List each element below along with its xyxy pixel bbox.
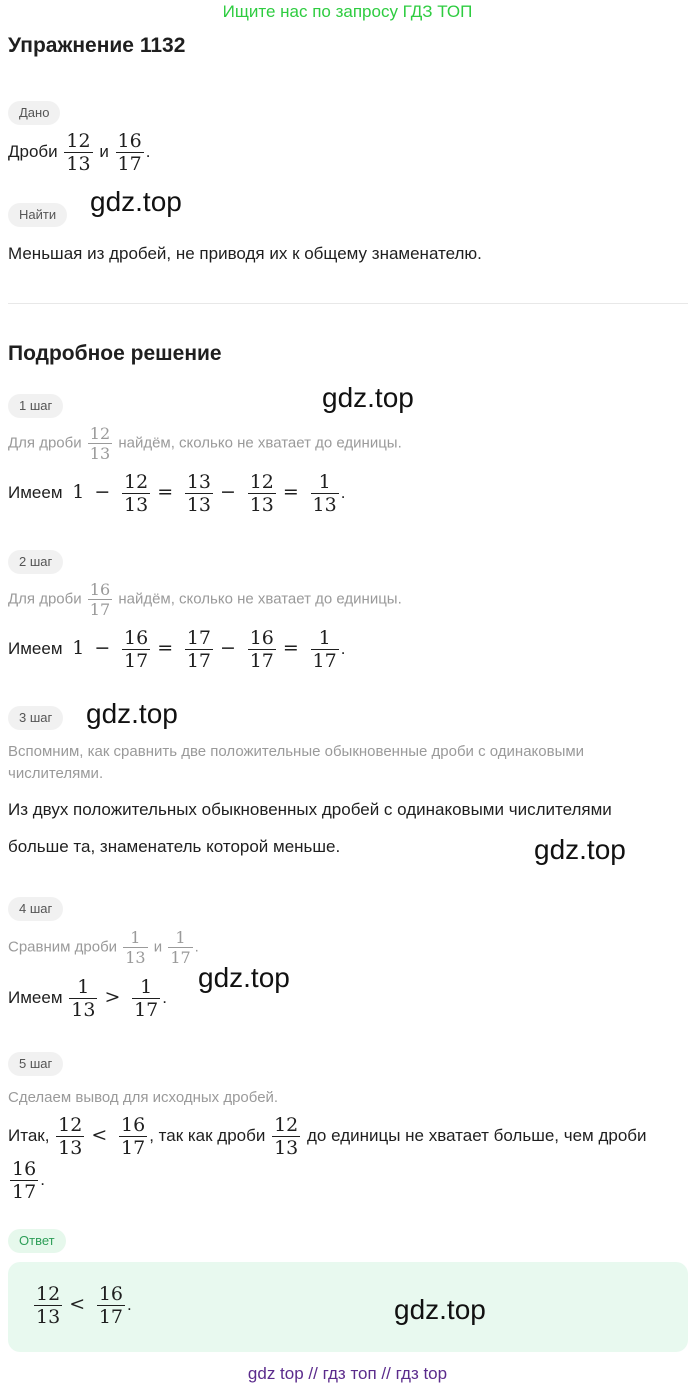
denominator: 13: [66, 153, 91, 175]
numerator: 1: [69, 976, 97, 999]
denominator: 17: [12, 1181, 37, 1203]
denominator: 17: [89, 600, 111, 619]
numerator: 12: [249, 471, 274, 493]
denominator: 17: [98, 1306, 124, 1328]
number-one: 1: [72, 636, 85, 659]
rest-text: до единицы не хватает больше, чем дроби: [307, 1125, 647, 1145]
and-word: и: [99, 141, 109, 161]
fraction: [122, 471, 150, 516]
rule-line: Из двух положительных обыкновенных дробей с одинаковыми числителями: [8, 800, 612, 819]
promo-link[interactable]: Ищите нас по запросу ГДЗ ТОП: [222, 2, 473, 21]
hint-suffix: найдём, сколько не хватает до единицы.: [118, 434, 402, 452]
step-equation: Имеем 1 − $\frac{16}{17}$ = $\frac{17}{17}$ − $\frac{16}{17}$ = $\frac{1}{17}$ .: [8, 627, 346, 672]
numerator: 16: [121, 1114, 146, 1136]
fraction: [10, 1158, 38, 1203]
step-hint-line: Вспомним, как сравнить две положительные обыкновенные дроби с одинаковыми: [8, 743, 585, 760]
denominator: 17: [124, 650, 149, 672]
step-hint: [8, 580, 402, 619]
exercise-title: Упражнение 1132: [8, 34, 186, 57]
numerator: 17: [186, 627, 212, 649]
fraction: [119, 1114, 147, 1159]
denominator: 17: [117, 153, 142, 175]
denominator: 13: [125, 948, 146, 967]
find-label: Найти: [8, 203, 67, 227]
numerator: 1: [123, 928, 147, 948]
step-label: 5 шаг: [8, 1052, 63, 1076]
watermark: gdz.top: [394, 1294, 486, 1325]
fraction: [56, 1114, 84, 1159]
fraction: [132, 976, 160, 1021]
hint-suffix: найдём, сколько не хватает до единицы.: [118, 590, 402, 608]
fraction: [116, 130, 144, 175]
fraction: [185, 471, 213, 516]
step-label: 2 шаг: [8, 550, 63, 574]
have-word: Имеем: [8, 482, 63, 502]
numerator: 12: [36, 1283, 61, 1305]
step-label: 3 шаг: [8, 706, 63, 730]
fraction: [34, 1283, 62, 1328]
fraction: [272, 1114, 300, 1159]
because-text: , так как дроби: [149, 1125, 266, 1145]
footer-links[interactable]: gdz top // гдз топ // гдз top: [247, 1364, 448, 1383]
numerator: 16: [117, 130, 142, 152]
given-label: Дано: [8, 101, 60, 125]
fraction: [88, 424, 112, 463]
hint-prefix: Для дроби: [8, 590, 82, 608]
denominator: 17: [121, 1137, 146, 1159]
numerator: 12: [89, 424, 111, 443]
watermark: gdz.top: [534, 834, 626, 865]
hint-prefix: Сравним дроби: [8, 938, 118, 956]
denominator: 13: [249, 494, 274, 516]
fraction: [97, 1283, 125, 1328]
numerator: 16: [98, 1283, 124, 1305]
given-prefix: Дроби: [8, 141, 58, 161]
numerator: 1: [311, 471, 339, 494]
denominator: 13: [36, 1306, 61, 1328]
divider: [8, 303, 688, 304]
fraction: [311, 471, 339, 516]
step-equation: Имеем $\frac{1}{13}$ > $\frac{1}{17}$ .: [8, 976, 168, 1021]
fraction: [123, 928, 147, 967]
rule-line: больше та, знаменатель которой меньше.: [8, 837, 341, 856]
numerator: 16: [124, 627, 149, 649]
numerator: 16: [89, 580, 111, 599]
fraction: [185, 627, 213, 672]
numerator: 1: [132, 976, 160, 999]
denominator: 17: [312, 650, 337, 672]
step-hint: [8, 424, 402, 463]
answer-label: Ответ: [8, 1229, 66, 1253]
denominator: 13: [58, 1137, 83, 1159]
answer-equation: $\frac{12}{13}$ < $\frac{16}{17}$ .: [36, 1283, 132, 1328]
numerator: 16: [12, 1158, 37, 1180]
step-label: 4 шаг: [8, 897, 63, 921]
fraction: [248, 471, 276, 516]
step-equation: Имеем 1 − $\frac{12}{13}$ = $\frac{13}{13}$ − $\frac{12}{13}$ = $\frac{1}{13}$ .: [8, 471, 346, 516]
numerator: 16: [249, 627, 274, 649]
solution-title: Подробное решение: [8, 342, 222, 365]
step-equation-cont: $\frac{16}{17}$ .: [12, 1158, 45, 1203]
numerator: 12: [124, 471, 149, 493]
find-text: Меньшая из дробей, не приводя их к общему знаменателю.: [8, 244, 482, 263]
denominator: 13: [71, 999, 96, 1021]
have-word: Имеем: [8, 638, 63, 658]
and-word: и: [153, 938, 163, 956]
watermark: gdz.top: [86, 698, 178, 729]
step-hint: Сделаем вывод для исходных дробей.: [8, 1089, 279, 1106]
watermark: gdz.top: [198, 962, 290, 993]
so-word: Итак,: [8, 1125, 50, 1145]
denominator: 17: [134, 999, 159, 1021]
fraction: [88, 580, 112, 619]
have-word: Имеем: [8, 987, 63, 1007]
fraction: [311, 627, 339, 672]
step-hint: Сравним дроби $\frac{1}{13}$ и $\frac{1}{17}$ .: [8, 928, 199, 967]
denominator: 17: [249, 650, 274, 672]
step-equation: Итак, $\frac{12}{13}$ < $\frac{16}{17}$ , так как дроби $\frac{12}{13}$ до единицы не хватает больше, чем дроби: [8, 1114, 647, 1159]
denominator: 13: [186, 494, 212, 516]
denominator: 17: [170, 948, 191, 967]
fraction: [64, 130, 92, 175]
fraction: [168, 928, 192, 967]
numerator: 1: [168, 928, 192, 948]
step-hint-line: числителями.: [8, 765, 104, 782]
step-label: 1 шаг: [8, 394, 63, 418]
fraction: [69, 976, 97, 1021]
numerator: 12: [274, 1114, 299, 1136]
hint-prefix: Для дроби: [8, 434, 82, 452]
denominator: 13: [274, 1137, 299, 1159]
numerator: 13: [186, 471, 212, 493]
denominator: 13: [124, 494, 149, 516]
given-text: Дроби $\frac{12}{13}$ и $\frac{16}{17}$ .: [8, 130, 151, 175]
fraction: [122, 627, 150, 672]
numerator: 12: [66, 130, 91, 152]
number-one: 1: [72, 480, 85, 503]
numerator: 1: [311, 627, 339, 650]
watermark: gdz.top: [322, 382, 414, 413]
denominator: 17: [186, 650, 212, 672]
fraction: [248, 627, 276, 672]
denominator: 13: [89, 444, 111, 463]
denominator: 13: [312, 494, 337, 516]
numerator: 12: [58, 1114, 83, 1136]
watermark: gdz.top: [90, 186, 182, 217]
